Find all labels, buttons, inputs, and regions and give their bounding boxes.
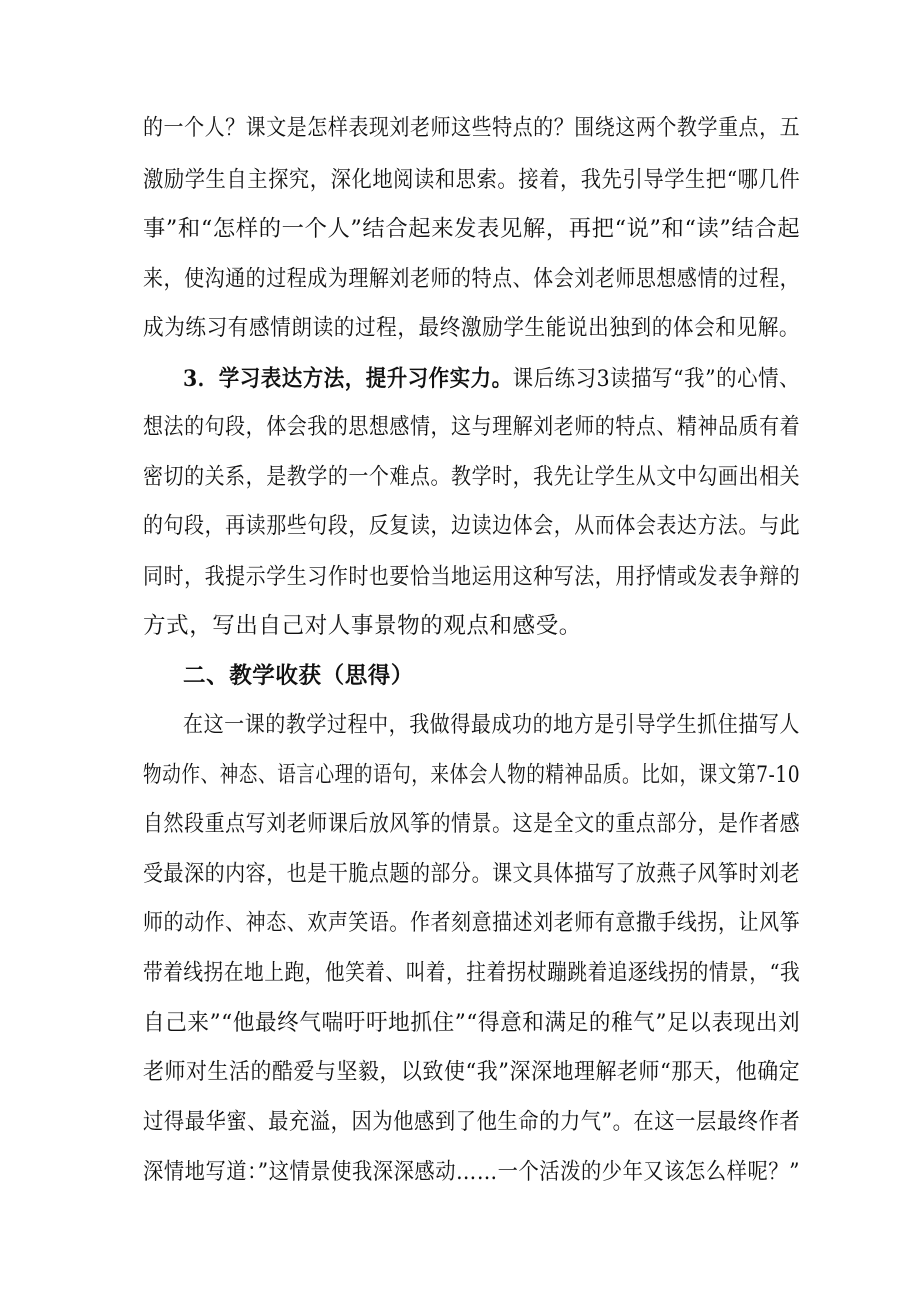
text-line: 在这一课的教学过程中，我做得最成功的地方是引导学生抓住描写人 bbox=[183, 712, 800, 738]
text-line: 的句段，再读那些句段，反复读，边读边体会，从而体会表达方法。与此 bbox=[143, 513, 801, 539]
text-line: 师的动作、神态、欢声笑语。作者刻意描述刘老师有意撒手线拐，让风筝 bbox=[143, 910, 801, 936]
text-line: 密切的关系，是教学的一个难点。教学时，我先让学生从文中勾画出相关 bbox=[143, 464, 801, 490]
section-heading: 二、教学收获（思得） bbox=[183, 663, 415, 689]
text-line: 带着线拐在地上跑，他笑着、叫着，拄着拐杖蹦跳着追逐线拐的情景，“我 bbox=[143, 960, 801, 986]
point3-heading: 3．学习表达方法，提升习作实力。 bbox=[183, 366, 513, 392]
text-line: 受最深的内容，也是干脆点题的部分。课文具体描写了放燕子风筝时刘老 bbox=[143, 861, 801, 887]
text-line: 成为练习有感情朗读的过程，最终激励学生能说出独到的体会和见解。 bbox=[143, 315, 801, 341]
text-line: 激励学生自主探究，深化地阅读和思索。接着，我先引导学生把“哪几件 bbox=[143, 167, 801, 193]
text-line: 物动作、神态、语言心理的语句，来体会人物的精神品质。比如，课文第7-10 bbox=[143, 762, 801, 788]
text-line: 自己来”“他最终气喘吁吁地抓住”“得意和满足的稚气”足以表现出刘 bbox=[143, 1010, 801, 1036]
text-line: 深情地写道：”这情景使我深深感动……一个活泼的少年又该怎么样呢？” bbox=[143, 1159, 801, 1185]
text-line: 事”和“怎样的一个人”结合起来发表见解，再把“说”和“读”结合起 bbox=[143, 216, 801, 242]
text-line: 老师对生活的酷爱与坚毅，以致使“我”深深地理解老师“那天，他确定 bbox=[143, 1059, 801, 1085]
text-line: 想法的句段，体会我的思想感情，这与理解刘老师的特点、精神品质有着 bbox=[143, 414, 801, 440]
text-line: 方式，写出自己对人事景物的观点和感受。 bbox=[143, 613, 582, 639]
text-line: 来，使沟通的过程成为理解刘老师的特点、体会刘老师思想感情的过程， bbox=[143, 266, 801, 292]
text-line: 的一个人？课文是怎样表现刘老师这些特点的？围绕这两个教学重点，五 bbox=[143, 115, 801, 141]
point3-text: 课后练习3读描写“我”的心情、 bbox=[512, 366, 801, 392]
text-line: 自然段重点写刘老师课后放风筝的情景。这是全文的重点部分，是作者感 bbox=[143, 811, 801, 837]
point3-first-line bbox=[183, 364, 800, 394]
text-line: 同时，我提示学生习作时也要恰当地运用这种写法，用抒情或发表争辩的 bbox=[143, 564, 801, 590]
text-line: 过得最华蜜、最充溢，因为他感到了他生命的力气”。在这一层最终作者 bbox=[143, 1109, 801, 1135]
